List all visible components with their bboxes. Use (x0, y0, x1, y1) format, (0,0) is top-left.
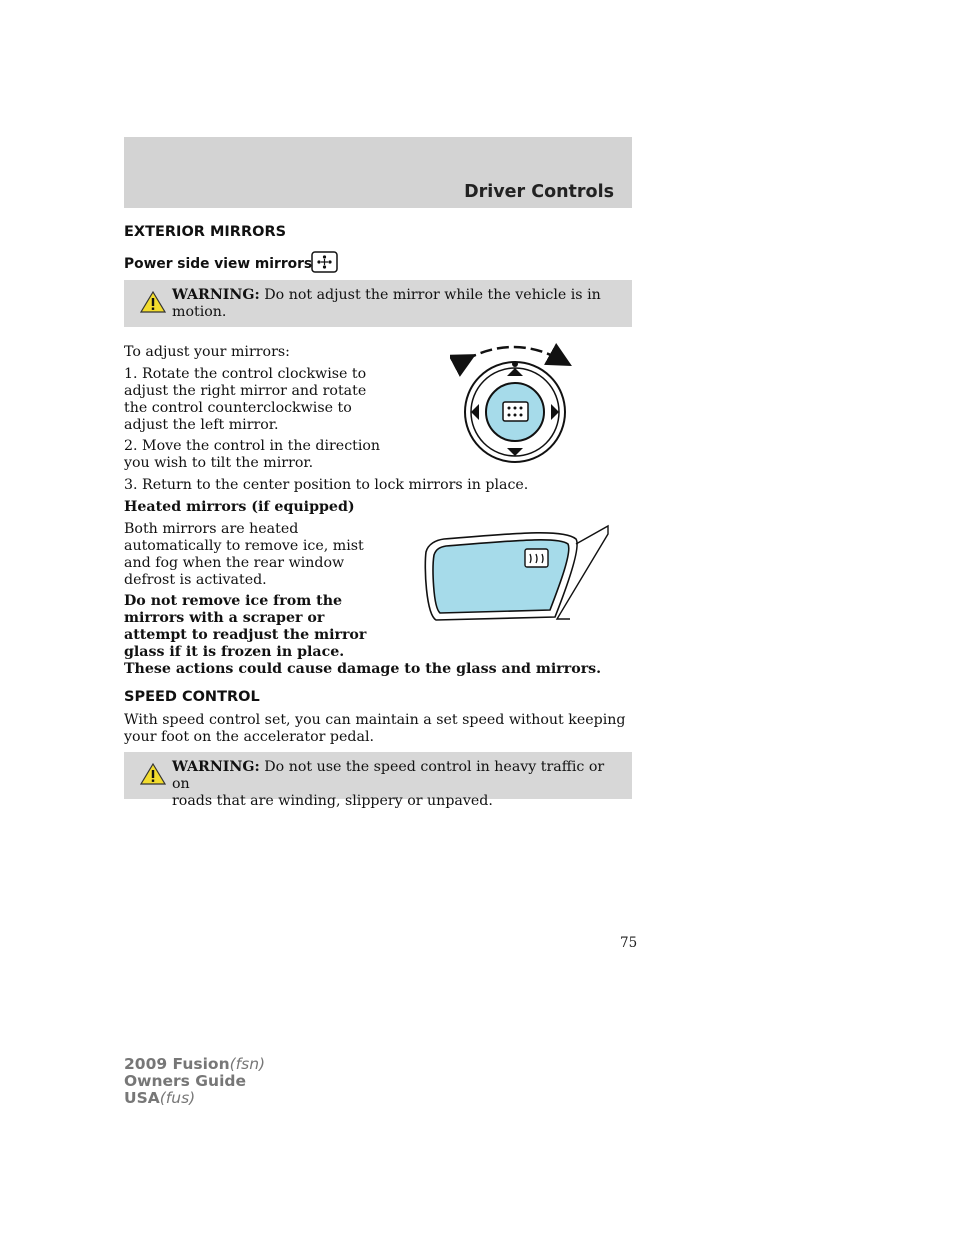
heated-mirrors-body: Both mirrors are heated automatically to remove ice, mist and fog when the rear window defrost is activated. (124, 521, 364, 588)
warning-text-line1: Do not adjust the mirror while the vehicle is in (264, 287, 601, 303)
page-header-title: Driver Controls (464, 182, 614, 202)
mirror-control-knob-icon (450, 338, 578, 472)
page-number: 75 (620, 935, 638, 951)
warning-triangle-icon (140, 762, 166, 790)
warning-label: WARNING: (172, 759, 260, 775)
mirror-step-2: 2. Move the control in the direction you wish to tilt the mirror. (124, 438, 381, 471)
speed-control-body: With speed control set, you can maintain a set speed without keeping your foot on the accelerator pedal. (124, 712, 626, 745)
section-heading-speed-control: SPEED CONTROL (124, 689, 260, 705)
rear-defrost-icon (525, 549, 548, 567)
footer-document-id: 2009 Fusion(fsn) Owners Guide USA(fus) (124, 1055, 266, 1107)
mirror-step-3: 3. Return to the center position to lock mirrors in place. (124, 477, 529, 493)
heated-mirrors-heading: Heated mirrors (if equipped) (124, 499, 355, 515)
subheading-power-side-view-mirrors: Power side view mirrors (124, 256, 313, 272)
section-heading-exterior-mirrors: EXTERIOR MIRRORS (124, 224, 287, 240)
warning-text-line2: motion. (172, 304, 227, 320)
warning-triangle-icon (140, 290, 166, 318)
warning-label: WARNING: (172, 287, 260, 303)
page-header-band (124, 137, 632, 208)
warning-text-line2: roads that are winding, slippery or unpaved. (172, 793, 493, 809)
heated-mirrors-caution: Do not remove ice from the mirrors with a scraper or attempt to readjust the mirror glass if it is frozen in place. These actions could cause damage to the glass and mirrors. (124, 593, 602, 677)
mirror-step-1: 1. Rotate the control clockwise to adjust the right mirror and rotate the control counterclockwise to adjust the left mirror. (124, 366, 367, 433)
power-mirror-control-icon (311, 251, 339, 277)
mirror-intro: To adjust your mirrors: (124, 344, 290, 360)
warning-box-mirror-motion (124, 280, 632, 327)
warning-text-line1: Do not use the speed control in heavy traffic or on (172, 759, 605, 792)
warning-box-speed-control (124, 752, 632, 809)
heated-mirror-icon (418, 522, 614, 632)
